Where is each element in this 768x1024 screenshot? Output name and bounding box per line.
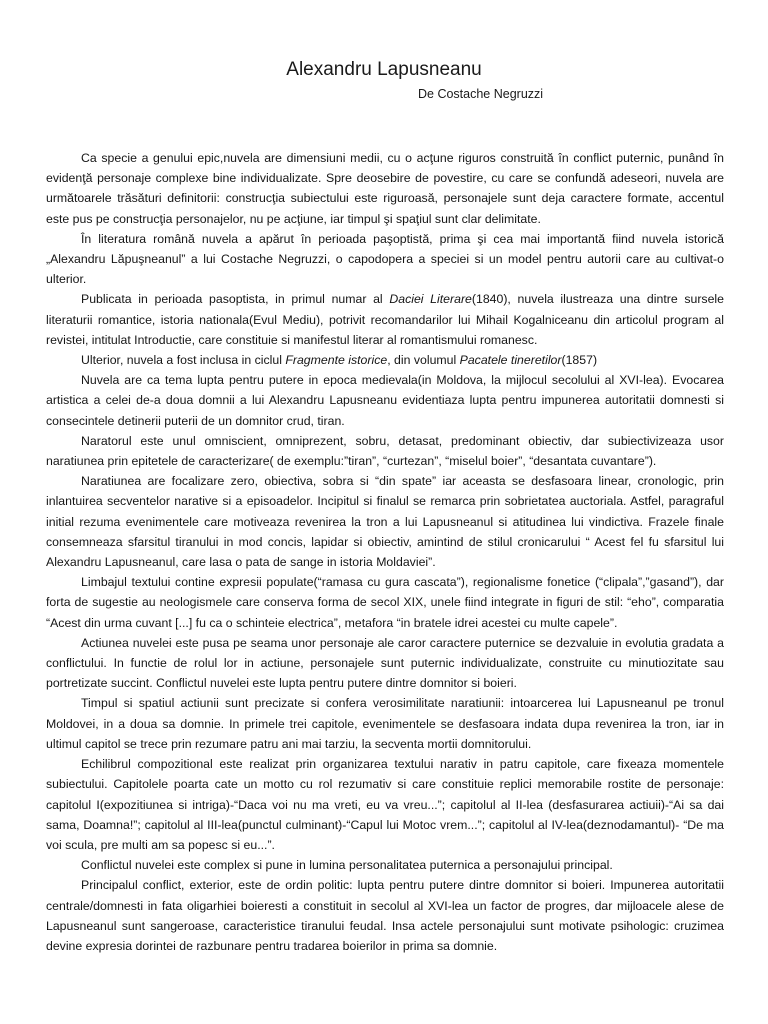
paragraph-text: Naratorul este unul omniscient, omniprezent, sobru, detasat, predominant obiectiv, dar subiectivizeaza usor naratiunea prin epitetele de caracterizare( de exemplu:”tiran”, “curtezan”, “miselul boier”, “desantata cuvantare”). xyxy=(46,433,724,469)
body-paragraph xyxy=(46,289,724,350)
paragraph-text: Ulterior, nuvela a fost inclusa in ciclul xyxy=(81,353,286,368)
paragraph-text: Limbajul textului contine expresii populate(“ramasa cu gura cascata”), regionalisme fonetice (“clipala”,”gasand”), dar forta de sugestie au neologismele care conserva forma de secol XIX, unele fiind integrate in figuri de stil: “eho”, comparatia “Acest din urma cuvant [...] fu ca o schinteie electrica”, metafora “in bratele idrei acestei cu multe capele”. xyxy=(46,575,724,630)
paragraph-text: Publicata in perioada pasoptista, in primul numar al xyxy=(81,292,390,307)
paragraph-text: Timpul si spatiul actiunii sunt precizate si confera verosimilitate naratiunii: intoarcerea lui Lapusneanul pe tronul Moldovei, in a doua sa domnie. In primele trei capitole, evenimentele se desfasoara indata dupa revenirea la tron, iar in ultimul capitol se trece prin rezumare patru ani mai tarziu, la secventa mortii domnitorului. xyxy=(46,696,724,751)
body-paragraph xyxy=(46,431,724,471)
paragraph-text: Conflictul nuvelei este complex si pune in lumina personalitatea puternica a personajului principal. xyxy=(81,858,613,873)
body-paragraph xyxy=(46,633,724,694)
document-author: De Costache Negruzzi xyxy=(418,87,544,101)
italic-title-text: Pacatele tineretilor xyxy=(459,353,562,368)
paragraph-text: (1857) xyxy=(561,353,598,368)
body-paragraph xyxy=(46,855,724,875)
paragraph-text: (1840), nuvela ilustreaza una dintre sursele literaturii romantice, istoria nationala(Evul Mediu), potrivit recomandarilor lui Mihail Kogalniceanu din articolul program al revistei, intitulat Introductie, care constituie si manifestul literar al romantismului romanesc. xyxy=(46,292,724,347)
document-title: Alexandru Lapusneanu xyxy=(286,59,482,80)
paragraph-text: Principalul conflict, exterior, este de ordin politic: lupta pentru putere dintre domnitor si boieri. Impunerea autoritatii centrale/domnesti in fata oligarhiei boieresti a constituit in secolul al XVI-lea un factor de progres, dar mijloacele alese de Lapusneanul sunt sangeroase, caracteristice tiranului feudal. Insa actele personajului sunt motivate psihologic: cruzimea devine expresia dorintei de razbunare pentru tradarea boierilor in prima sa domnie. xyxy=(46,878,724,953)
paragraph-text: Nuvela are ca tema lupta pentru putere in epoca medievala(in Moldova, la mijlocul secolului al XVI-lea). Evocarea artistica a celei de-a doua domnii a lui Alexandru Lapusneanu evidentiaza lupta pentru impunerea autoritatii domnesti si consecintele detinerii puterii de un domnitor crud, tiran. xyxy=(46,373,724,428)
paragraph-text: Echilibrul compozitional este realizat prin organizarea textului narativ in patru capitole, care fixeaza momentele subiectului. Capitolele poarta cate un motto cu rol rezumativ si care constituie replici memorabile rostite de personaje: capitolul I(expozitiunea si intriga)-“Daca voi nu ma vreti, eu va vreu...”; capitolul al II-lea (desfasurarea actiuii)-“Ai sa dai sama, Doamna!”; capitolul al III-lea(punctul culminant)-“Capul lui Motoc vrem...”; capitolul al IV-lea(deznodamantul)- “De ma voi scula, pre multi am sa popesc si eu...”. xyxy=(46,757,724,852)
body-paragraph xyxy=(46,572,724,633)
italic-title-text: Fragmente istorice xyxy=(285,353,388,368)
body-paragraph xyxy=(46,754,724,855)
body-paragraph xyxy=(46,370,724,431)
body-paragraph xyxy=(46,350,724,370)
paragraph-text: , din volumul xyxy=(387,353,460,368)
body-paragraph xyxy=(46,471,724,572)
body-paragraph xyxy=(46,229,724,290)
body-paragraph xyxy=(46,875,724,956)
italic-title-text: Daciei Literare xyxy=(389,292,472,307)
paragraph-text: Naratiunea are focalizare zero, obiectiva, sobra si “din spate” iar aceasta se desfasoara linear, cronologic, prin inlantuirea secventelor narative si a episoadelor. Incipitul si finalul se remarca prin sobrietatea auctoriala. Astfel, paragraful initial rezuma evenimentele care motiveaza revenirea la tron a lui Lapusneanul si atitudinea lui vindictiva. Frazele finale consemneaza sfarsitul tiranului in mod concis, lapidar si obiectiv, amintind de stilul cronicarului “ Acest fel fu sfarsitul lui Alexandru Lapusneanul, care lasa o pata de sange in istoria Moldaviei”. xyxy=(46,474,724,570)
paragraph-text: În literatura română nuvela a apărut în perioada paşoptistă, prima şi cea mai importantă fiind nuvela istorică „Alexandru Lăpuşneanul” a lui Costache Negruzzi, o capodopera a speciei si un model pentru autorii care au cultivat-o ulterior. xyxy=(46,231,724,287)
paragraph-text: Ca specie a genului epic,nuvela are dimensiuni medii, cu o acţune riguros construită în conflict puternic, punând în evidenţă personaje complexe bine individualizate. Spre deosebire de povestire, cu care se confundă adeseori, nuvela are următoarele trăsături definitorii: construcţia subiectului este riguroasă, personajele sunt deja caractere formate, accentul este pus pe construcţia personajelor, nu pe acţiune, iar timpul şi spaţiul sunt clar delimitate. xyxy=(46,151,724,226)
paragraph-text: Actiunea nuvelei este pusa pe seama unor personaje ale caror caractere puternice se dezvaluie in evolutia gradata a conflictului. In functie de rolul lor in actiune, personajele sunt puternic individualizate, construite cu minutiozitate sau portretizate succint. Conflictul nuvelei este lupta pentru putere dintre domnitor si boieri. xyxy=(46,635,724,691)
document-body xyxy=(46,148,724,956)
body-paragraph xyxy=(46,693,724,754)
body-paragraph xyxy=(46,148,724,229)
